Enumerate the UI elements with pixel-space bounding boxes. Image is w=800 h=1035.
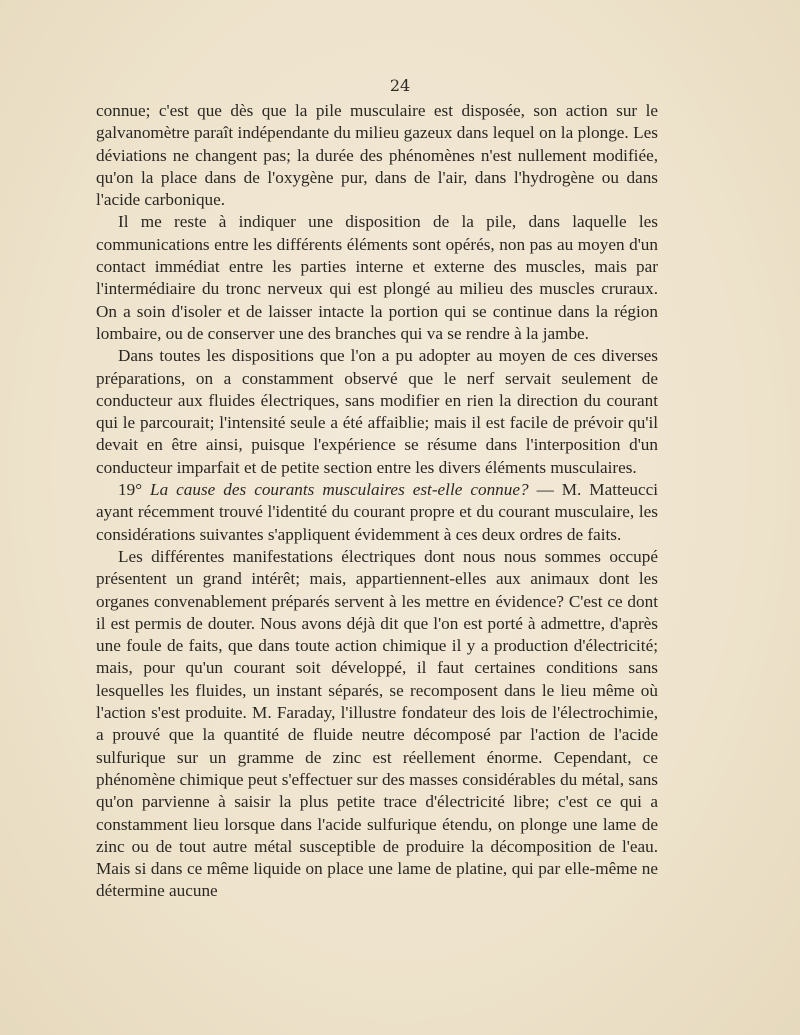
- body-text: [96, 100, 658, 903]
- paragraph-pile-disposition: Il me reste à indiquer une disposition de la pile, dans laquelle les communications entre les différents éléments sont opérés, non pas au moyen d'un contact immédiat entre les parties interne et externe des muscles, mais par l'intermédiaire du tronc nerveux qui est plongé au milieu des muscles cruraux. On a soin d'isoler et de laisser intacte la portion qui se continue dans la région lombaire, ou de conserver une des branches qui va se rendre à la jambe.: [96, 212, 658, 343]
- paragraph-electrical-manifestations: Les différentes manifestations électriques dont nous nous sommes occupé présentent un grand intérêt; mais, appartiennent-elles aux animaux dont les organes convenablement préparés servent à les mettre en évidence? C'est ce dont il est permis de douter. Nous avons déjà dit que l'on est porté à admettre, d'après une foule de faits, que dans toute action chimique il y a production d'électricité; mais, pour qu'un courant soit développé, il faut certaines conditions sans lesquelles les fluides, un instant séparés, se recomposent dans le lieu même où l'action s'est produite. M. Faraday, l'illustre fondateur des lois de l'électrochimie, a prouvé que la quantité de fluide neutre décomposé par l'action de l'acide sulfurique sur un gramme de zinc est réellement énorme. Cependant, ce phénomène chimique peut s'effectuer sur des masses considérables du métal, sans qu'on parvienne à saisir la plus petite trace d'électricité libre; c'est ce qui a constamment lieu lorsque dans l'acide sulfurique étendu, on plonge une lame de zinc ou de tout autre métal susceptible de produire la décomposition de l'eau. Mais si dans ce même liquide on place une lame de platine, qui par elle-même ne détermine aucune: [96, 546, 658, 901]
- page-number: 24: [389, 76, 411, 95]
- paragraph-nerve-conductor: Dans toutes les dispositions que l'on a pu adopter au moyen de ces diverses préparations, on a constamment observé que le nerf servait seulement de conducteur aux fluides électriques, sans modifier en rien la direction du courant qui le parcourait; l'intensité seule a été affaiblie; mais il est facile de prévoir qu'il devait en être ainsi, puisque l'expérience se résume dans l'interposition d'un conducteur imparfait et de petite section entre les divers éléments musculaires.: [96, 346, 658, 477]
- paragraph-continuation: connue; c'est que dès que la pile musculaire est disposée, son action sur le galvanomètre paraît indépendante du milieu gazeux dans lequel on la plonge. Les déviations ne changent pas; la durée des phénomènes n'est nullement modifiée, qu'on la place dans de l'oxygène pur, dans de l'air, dans l'hydrogène ou dans l'acide carbonique.: [96, 101, 658, 210]
- section-number: 19°: [118, 480, 143, 500]
- section-intro-text: — M. Matteucci ayant récemment trouvé l'identité du courant propre et du courant musculaire, les considérations suivantes s'appliquent évidemment à ces deux ordres de faits.: [96, 480, 659, 544]
- section-19: [96, 479, 658, 546]
- section-title: La cause des courants musculaires est-elle connue?: [150, 480, 529, 500]
